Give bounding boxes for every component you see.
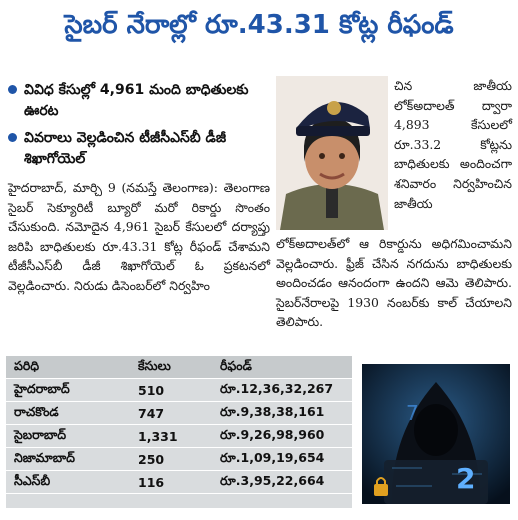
column-header-area: పరిధి [14, 357, 40, 373]
cell-cases: 510 [138, 382, 165, 398]
bullet-dot-icon [8, 133, 17, 142]
cell-area: హైదరాబాద్ [14, 380, 70, 396]
article-body-right-bottom: లోక్‌అదాలత్‌లో ఆ రికార్డును అధిగమించామని వెల్లడించారు. ఫ్రీజ్ చేసిన నగదును బాధితులకు అందించడం ఆనందంగా ఉందని ఆమె తెలిపారు. సైబర్‌నేరాలపై 1930 నంబర్‌కు కాల్ చేయాలని తెలిపారు. [276, 236, 512, 330]
cell-cases: 250 [138, 451, 165, 467]
cell-refund: రూ.9,38,38,161 [220, 403, 325, 419]
article-body-right-top: చిన జాతీయ లోక్‌అదాలత్ ద్వారా 4,893 కేసులలో రూ.33.2 కోట్లను బాధితులకు అందించగా శనివారం నిర్వహించిన జాతీయ [394, 78, 512, 211]
bullet-point [8, 128, 270, 170]
table-header-row [6, 356, 352, 379]
headline: సైబర్ నేరాల్లో రూ.43.31 కోట్ల రీఫండ్ [64, 10, 454, 40]
column-header-refund: రీఫండ్ [220, 357, 252, 373]
cell-refund: రూ.12,36,32,267 [220, 380, 334, 396]
officer-photo [276, 76, 388, 230]
hooded-hacker-icon [362, 364, 510, 504]
cell-refund: రూ.3,95,22,664 [220, 472, 325, 488]
table-row [6, 379, 352, 402]
cell-area: సైబరాబాద్ [14, 426, 67, 442]
cell-cases: 1,331 [138, 428, 178, 444]
cell-cases: 116 [138, 474, 165, 490]
column-header-cases: కేసులు [138, 357, 171, 373]
hacker-image [362, 364, 510, 504]
cell-area: రాచకొండ [14, 403, 59, 419]
cell-area: నిజామాబాద్ [14, 449, 75, 465]
bullet-dot-icon [8, 85, 17, 94]
bullet-text: వివిధ కేసుల్లో 4,961 మంది బాధితులకు ఊరట [24, 82, 249, 119]
digit-mark: 2 [456, 462, 476, 495]
table-row [6, 402, 352, 425]
bullet-point [8, 80, 270, 122]
officer-portrait-icon [276, 76, 388, 230]
cell-area: సీఎస్‌బీ [14, 472, 51, 488]
article-body-left: హైదరాబాద్, మార్చి 9 (నమస్తే తెలంగాణ): తెలంగాణ సైబర్ సెక్యూరిటీ బ్యూరో మరో రికార్డు సొంతం చేసుకుంది. నమోదైన 4,961 సైబర్ కేసులలో దర్యాప్తు జరిపి బాధితులకు రూ.43.31 కోట్ల రీఫండ్ చేశామని టీజీసీఎస్‌బీ డీజీ శిఖాగోయెల్ ఓ ప్రకటనలో వెల్లడించారు. నిరుడు డిసెంబర్‌లో నిర్వహిం [8, 180, 270, 293]
cell-cases: 747 [138, 405, 165, 421]
refund-table [6, 356, 352, 508]
digit-mark: 7 [406, 401, 419, 425]
cell-refund: రూ.1,09,19,654 [220, 449, 325, 465]
bullet-text: వివరాలు వెల్లడించిన టీజీసీఎస్‌బీ డీజీ శిఖాగోయెల్ [24, 130, 227, 167]
table-row [6, 448, 352, 471]
table-row [6, 425, 352, 448]
cell-refund: రూ.9,26,98,960 [220, 426, 325, 442]
table-row [6, 471, 352, 494]
